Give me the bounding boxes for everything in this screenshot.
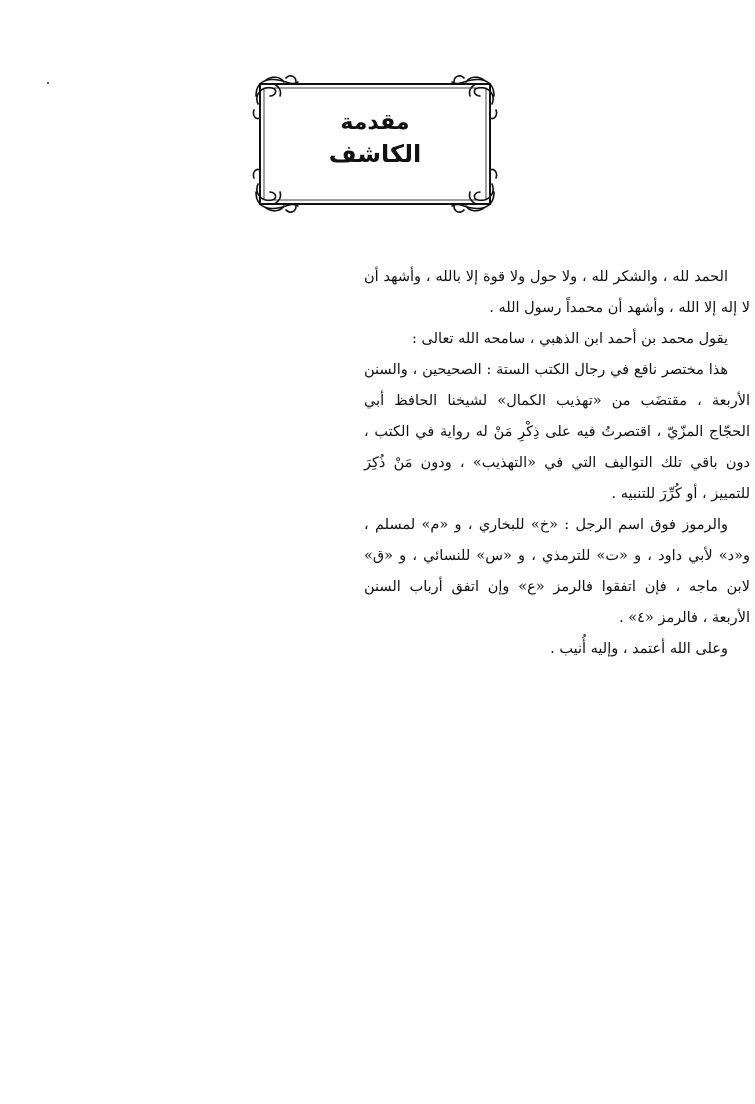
paragraph-closing: وعلى الله أعتمد ، وإليه أُنيب . — [550, 641, 728, 657]
title-line-introduction: مقدمة — [340, 110, 410, 135]
title-frame — [252, 74, 498, 214]
paragraph-opening-praise: الحمد لله ، والشكر لله ، ولا حول ولا قوة إلا بالله ، وأشهد أن لا إله إلا الله ، وأشهد أن محمداً رسول الله . — [364, 269, 750, 316]
body-text — [364, 262, 750, 665]
paragraph-book-description: هذا مختصر نافع في رجال الكتب الستة : الصحيحين ، والسنن الأربعة ، مقتضَب من «تهذيب الكمال» لشيخنا الحافظ أبي الحجّاج المزّيّ ، اقتصرتُ فيه على ذِكْرِ مَنْ له رواية في الكتب ، دون باقي تلك التواليف التي في «التهذيب» ، ودون مَنْ ذُكِرَ للتمييز ، أو كُرِّرَ للتنبيه . — [364, 362, 750, 502]
scan-speck — [47, 82, 49, 84]
paragraph-author-statement: يقول محمد بن أحمد ابن الذهبي ، سامحه الله تعالى : — [412, 331, 728, 347]
title-line-book-name: الكاشف — [328, 140, 422, 168]
paragraph-symbols-key: والرموز فوق اسم الرجل : «خ» للبخاري ، و «م» لمسلم ، و«د» لأبي داود ، و «ت» للترمذي ، و «س» للنسائي ، و «ق» لابن ماجه ، فإن اتفقوا فالرمز «ع» وإن اتفق أرباب السنن الأربعة ، فالرمز «٤» . — [364, 517, 750, 626]
chapter-title — [282, 108, 468, 170]
